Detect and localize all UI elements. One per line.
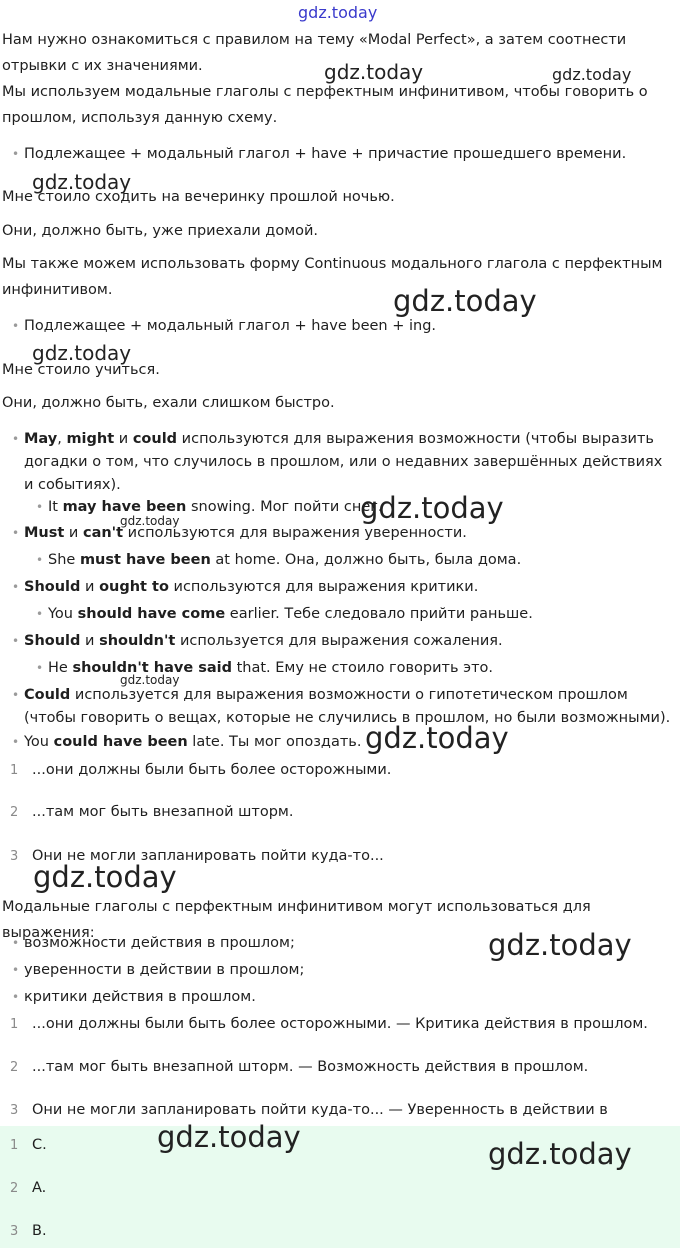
watermark: gdz.today [33, 860, 177, 894]
rule-certainty: • Must и can't используются для выражения уверенности. [12, 522, 674, 545]
answer-item: 2 A. [10, 1180, 47, 1196]
rule-certainty-example: • She must have been at home. Она, должно быть, была дома. [36, 549, 674, 572]
use-item: • возможности действия в прошлом; [12, 932, 674, 955]
example-1a: Мне стоило сходить на вечеринку прошлой ночью. [2, 189, 395, 205]
watermark: gdz.today [32, 170, 132, 194]
intro-paragraph-2: Мы используем модальные глаголы с перфектным инфинитивом, чтобы говорить о прошлом, используя данную схему. [2, 84, 648, 126]
watermark: gdz.today [488, 928, 632, 962]
rule-criticism: • Should и ought to используются для выражения критики. [12, 576, 674, 599]
list-item: 2 ...там мог быть внезапной шторм. [10, 804, 294, 820]
uses-paragraph: Модальные глаголы с перфектным инфинитивом могут использоваться для выражения: [2, 899, 591, 941]
rule-hypothetical-example: • You could have been late. Ты мог опоздать. [12, 731, 674, 754]
intro-paragraph-1: Нам нужно ознакомиться с правилом на тему «Modal Perfect», а затем соотнести отрывки с их значениями. [2, 32, 627, 74]
rule-possibility-example: • It may have been snowing. Мог пойти снег. [36, 496, 674, 519]
rule-possibility: • May, might и could используются для выражения возможности (чтобы выразить догадки о том, что случилось в прошлом, или о недавних завершённых действиях и событиях). [12, 428, 674, 497]
watermark: gdz.today [324, 60, 424, 84]
watermark-top: gdz.today [298, 3, 378, 22]
answer-item: 1 C. [10, 1137, 47, 1153]
matched-item: 1 ...они должны были быть более осторожными. — Критика действия в прошлом. [10, 1016, 648, 1032]
list-item: 3 Они не могли запланировать пойти куда-то... [10, 848, 384, 864]
list-item: 1 ...они должны были быть более осторожными. [10, 762, 392, 778]
watermark: gdz.today [488, 1137, 632, 1171]
continuous-paragraph: Мы также можем использовать форму Continuous модального глагола с перфектным инфинитивом. [2, 256, 663, 298]
watermark: gdz.today [120, 514, 180, 528]
example-2b: Они, должно быть, ехали слишком быстро. [2, 395, 335, 411]
scheme-1: • Подлежащее + модальный глагол + have + причастие прошедшего времени. [12, 143, 674, 166]
rule-regret: • Should и shouldn't используется для выражения сожаления. [12, 630, 674, 653]
example-2a: Мне стоило учиться. [2, 362, 160, 378]
use-item: • уверенности в действии в прошлом; [12, 959, 674, 982]
example-1b: Они, должно быть, уже приехали домой. [2, 223, 319, 239]
use-item: • критики действия в прошлом. [12, 986, 674, 1009]
watermark: gdz.today [360, 491, 504, 525]
rule-regret-example: • He shouldn't have said that. Ему не стоило говорить это. [36, 657, 674, 680]
watermark: gdz.today [157, 1120, 301, 1154]
watermark: gdz.today [552, 65, 632, 84]
watermark: gdz.today [32, 341, 132, 365]
matched-item: 2 ...там мог быть внезапной шторм. — Возможность действия в прошлом. [10, 1059, 589, 1075]
watermark: gdz.today [365, 721, 509, 755]
answer-item: 3 B. [10, 1223, 47, 1239]
watermark: gdz.today [120, 673, 180, 687]
matched-item: 3 Они не могли запланировать пойти куда-то... — Уверенность в действии в [10, 1102, 608, 1118]
rule-criticism-example: • You should have come earlier. Тебе следовало прийти раньше. [36, 603, 674, 626]
watermark: gdz.today [393, 284, 537, 318]
rule-hypothetical: • Could используется для выражения возможности о гипотетическом прошлом (чтобы говорить о вещах, которые не случились в прошлом, но были возможными). [12, 684, 674, 730]
scheme-2: • Подлежащее + модальный глагол + have been + ing. [12, 315, 674, 338]
